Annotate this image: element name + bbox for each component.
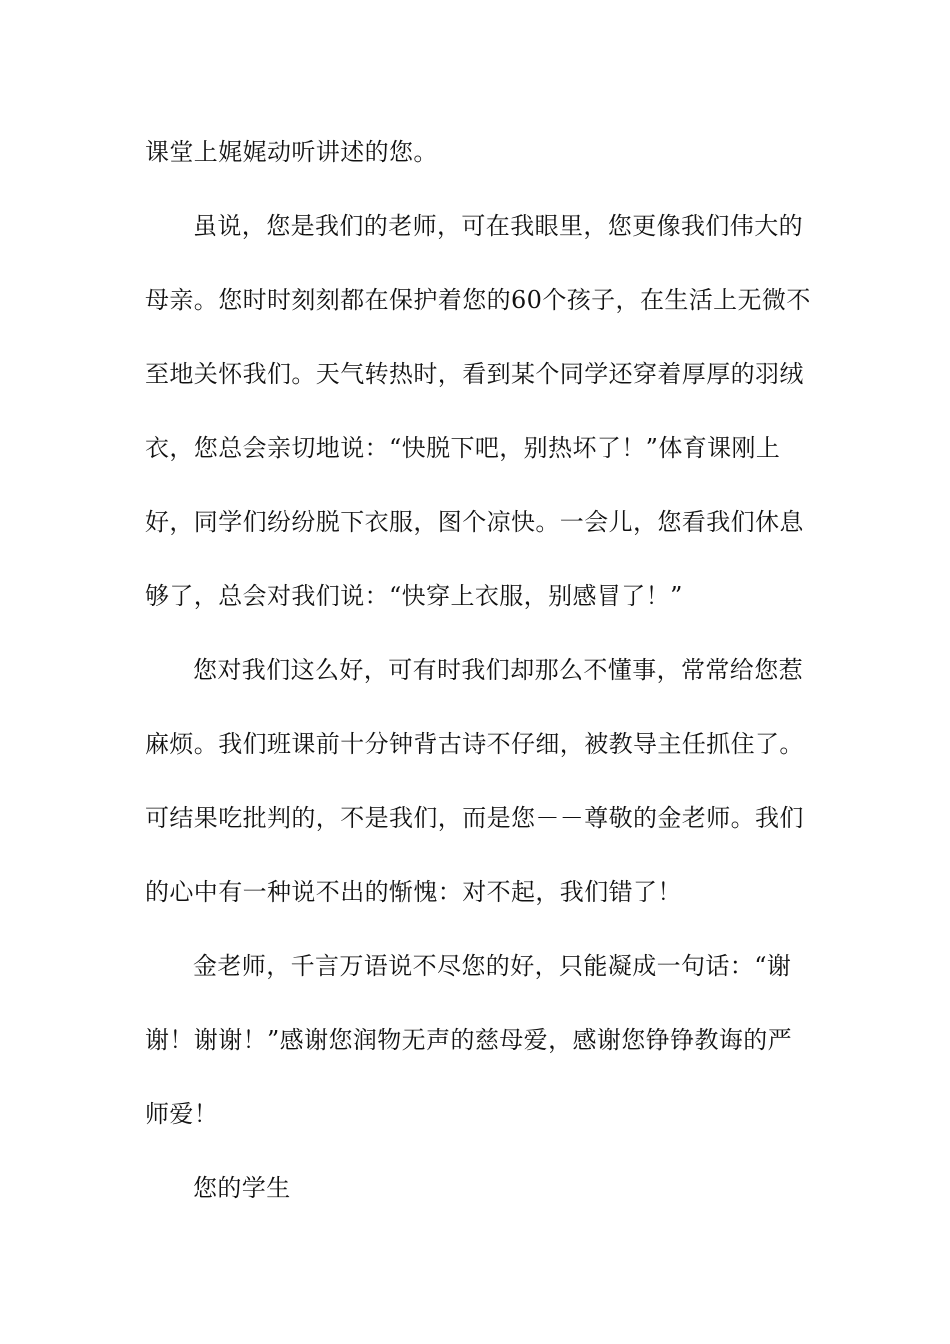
paragraph-line: 够了，总会对我们说：“快穿上衣服，别感冒了！” [145, 582, 683, 610]
paragraph-line: 课堂上娓娓动听讲述的您。 [145, 138, 438, 166]
paragraph-line: 虽说，您是我们的老师，可在我眼里，您更像我们伟大的 [193, 212, 803, 240]
paragraph-line: 您对我们这么好，可有时我们却那么不懂事，常常给您惹 [193, 656, 803, 684]
paragraph-line: 麻烦。我们班课前十分钟背古诗不仔细，被教导主任抓住了。 [145, 730, 804, 758]
paragraph-line: 好，同学们纷纷脱下衣服，图个凉快。一会儿，您看我们休息 [145, 508, 804, 536]
paragraph-line: 衣，您总会亲切地说：“快脱下吧，别热坏了！”体育课刚上 [145, 434, 781, 462]
paragraph-line: 师爱！ [145, 1100, 219, 1128]
paragraph-line: 至地关怀我们。天气转热时，看到某个同学还穿着厚厚的羽绒 [145, 360, 804, 388]
paragraph-line: 母亲。您时时刻刻都在保护着您的60个孩子，在生活上无微不 [145, 286, 811, 314]
paragraph-line: 可结果吃批判的，不是我们，而是您－－尊敬的金老师。我们 [145, 804, 804, 832]
signature-line: 您的学生 [193, 1174, 291, 1202]
paragraph-line: 金老师，千言万语说不尽您的好，只能凝成一句话：“谢 [193, 952, 792, 980]
paragraph-line: 的心中有一种说不出的惭愧：对不起，我们错了！ [145, 878, 682, 906]
paragraph-line: 谢！谢谢！”感谢您润物无声的慈母爱，感谢您铮铮教诲的严 [145, 1026, 793, 1054]
